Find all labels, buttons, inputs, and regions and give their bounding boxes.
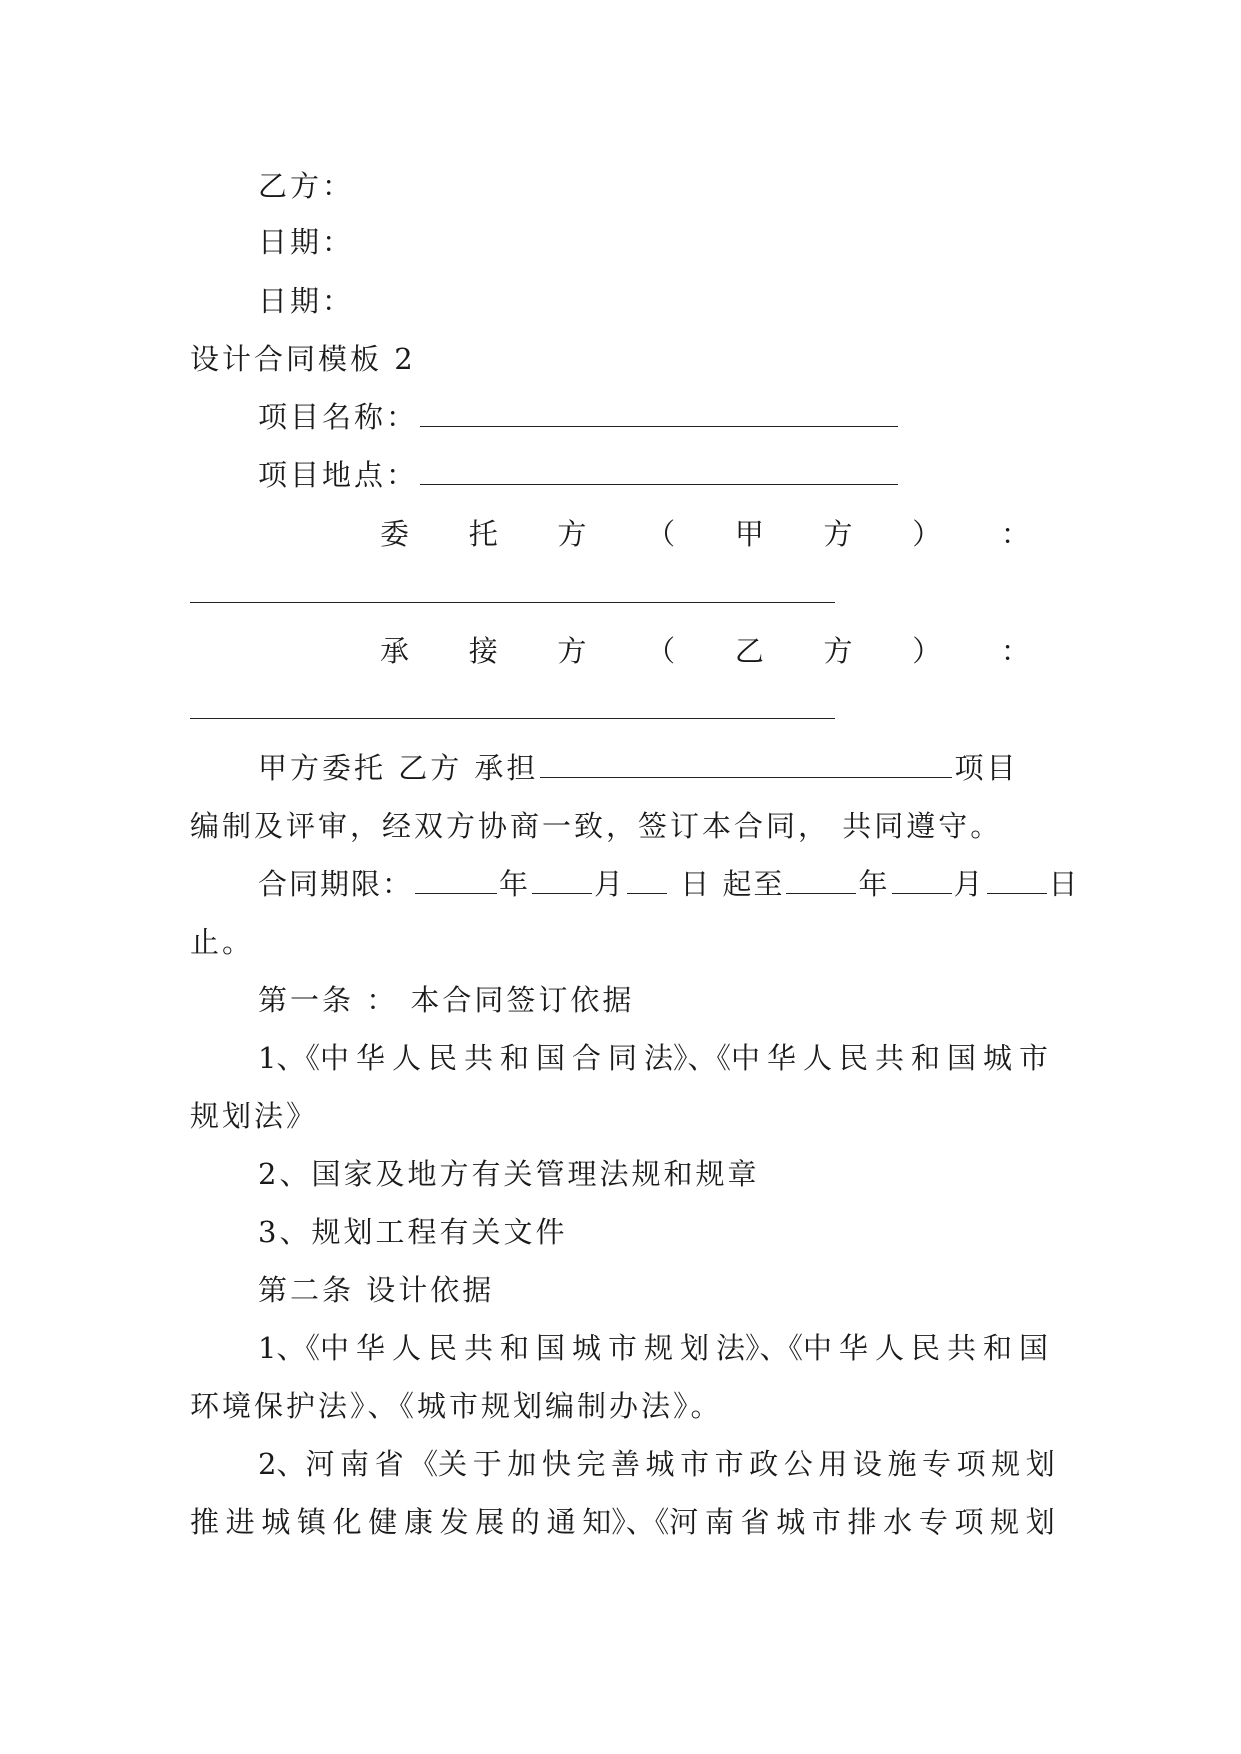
article-2-item-2-cont (190, 1502, 1055, 1542)
char: 共 (874, 1041, 904, 1075)
char: 善 (610, 1447, 640, 1481)
char: 完 (576, 1447, 606, 1481)
month-blank (532, 867, 592, 894)
project-blank (540, 751, 952, 778)
char: 镇 (296, 1505, 326, 1539)
contractor-party-blank (190, 718, 835, 719)
char: 1、《中 (258, 1041, 349, 1075)
project-name-blank (420, 400, 898, 427)
char: 方 (557, 517, 587, 551)
char: 推 (190, 1505, 220, 1539)
char: 方 (823, 517, 853, 551)
char: 华 (838, 1331, 868, 1365)
char: 民 (910, 1331, 940, 1365)
date-label: 日期： (258, 225, 355, 259)
char: 城 (261, 1505, 291, 1539)
char: 规 (990, 1505, 1020, 1539)
char: 南 (704, 1505, 734, 1539)
project-site-row (258, 455, 900, 495)
char: 和 (499, 1331, 529, 1365)
char: 健 (368, 1505, 398, 1539)
char: 合 (571, 1041, 601, 1075)
char: 施 (887, 1447, 917, 1481)
day-blank (987, 867, 1047, 894)
char: 展 (475, 1505, 505, 1539)
char: 和 (499, 1041, 529, 1075)
paragraph-line: 编制及评审，经双方协商一致，签订本合同， 共同遵守。 (190, 809, 1003, 843)
char: 华 (355, 1041, 385, 1075)
day-blank (627, 867, 667, 894)
char: 快 (541, 1447, 571, 1481)
char: 民 (838, 1041, 868, 1075)
article-1-title: 第一条 ： 本合同签订依据 (258, 983, 635, 1017)
article-2-item-2 (190, 1444, 1055, 1484)
text: 年 (499, 867, 531, 901)
date-label: 日期： (258, 284, 355, 318)
char: 委 (380, 517, 410, 551)
project-name-label: 项目名称： (258, 400, 419, 434)
contract-term-row (258, 864, 1080, 904)
char: 1、《中 (258, 1331, 349, 1365)
char: 项 (956, 1447, 986, 1481)
char: 的 (510, 1505, 540, 1539)
char: （ (646, 634, 676, 668)
party-b-label: 乙方： (258, 169, 355, 203)
char: 市 (811, 1505, 841, 1539)
article-1-item-2: 2、国家及地方有关管理法规和规章 (258, 1157, 760, 1191)
year-blank (415, 867, 497, 894)
char: 托 (468, 517, 498, 551)
char: 专 (922, 1447, 952, 1481)
char: ） (912, 517, 942, 551)
char: 共 (463, 1331, 493, 1365)
char: 城 (571, 1331, 601, 1365)
article-2-item-1 (190, 1328, 1055, 1368)
client-party-blank (190, 602, 835, 603)
char: 人 (874, 1331, 904, 1365)
char: 省 (374, 1447, 404, 1481)
article-1-item-1-cont: 规划法》 (190, 1099, 319, 1133)
project-name-row (258, 397, 900, 437)
char: 市 (714, 1447, 744, 1481)
char: 民 (427, 1041, 457, 1075)
char: 同 (607, 1041, 637, 1075)
char: 划 (1025, 1505, 1055, 1539)
month-blank (892, 867, 952, 894)
text: 甲方委托 乙方 承担 (258, 751, 539, 785)
paragraph-line: 止。 (190, 925, 255, 959)
char: 甲 (734, 517, 764, 551)
char: 水 (883, 1505, 913, 1539)
char: 国 (535, 1041, 565, 1075)
project-site-blank (420, 458, 898, 485)
char: 《关 (409, 1447, 468, 1481)
char: 专 (918, 1505, 948, 1539)
char: 人 (802, 1041, 832, 1075)
document-title: 设计合同模板 2 (190, 342, 416, 376)
char: 人 (391, 1041, 421, 1075)
char: 规 (643, 1331, 673, 1365)
contractor-party-label (380, 631, 1030, 671)
char: 市 (607, 1331, 637, 1365)
char: 城 (776, 1505, 806, 1539)
char: 发 (439, 1505, 469, 1539)
char: 民 (427, 1331, 457, 1365)
char: ： (1000, 517, 1030, 551)
char: 2、河 (258, 1447, 335, 1481)
char: 方 (557, 634, 587, 668)
char: 华 (355, 1331, 385, 1365)
char: 国 (1018, 1331, 1048, 1365)
article-1-item-3: 3、规划工程有关文件 (258, 1215, 568, 1249)
project-site-label: 项目地点： (258, 458, 419, 492)
article-2-title: 第二条 设计依据 (258, 1273, 495, 1307)
char: 华 (766, 1041, 796, 1075)
text: 项目 (954, 751, 1019, 785)
text: 日 (1048, 867, 1080, 901)
char: 国 (535, 1331, 565, 1365)
char: 南 (340, 1447, 370, 1481)
char: （ (646, 517, 676, 551)
text: 年 (858, 867, 890, 901)
char: 法》、《中 (643, 1041, 760, 1075)
paragraph-line (258, 748, 1018, 788)
char: 划 (1025, 1447, 1055, 1481)
char: 和 (982, 1331, 1012, 1365)
char: 项 (954, 1505, 984, 1539)
char: 排 (847, 1505, 877, 1539)
char: 公 (783, 1447, 813, 1481)
char: 省 (740, 1505, 770, 1539)
char: 通 (546, 1505, 576, 1539)
char: 进 (225, 1505, 255, 1539)
article-2-item-1-cont: 环境保护法》、《城市规划编制办法》。 (190, 1389, 723, 1423)
char: 方 (823, 634, 853, 668)
char: 划 (679, 1331, 709, 1365)
char: 人 (391, 1331, 421, 1365)
text: 日 起至 (669, 867, 785, 901)
char: 市 (1018, 1041, 1048, 1075)
char: 市 (680, 1447, 710, 1481)
char: 设 (852, 1447, 882, 1481)
text: 月 (953, 867, 985, 901)
text: 月 (594, 867, 626, 901)
term-label: 合同期限： (258, 867, 414, 901)
client-party-label (380, 514, 1030, 554)
char: 知》、《河 (582, 1505, 699, 1539)
char: 化 (332, 1505, 362, 1539)
char: 法》、《中 (715, 1331, 832, 1365)
char: 于 (472, 1447, 502, 1481)
char: 政 (749, 1447, 779, 1481)
char: 国 (946, 1041, 976, 1075)
article-1-item-1 (190, 1038, 1055, 1078)
char: 康 (403, 1505, 433, 1539)
char: 用 (818, 1447, 848, 1481)
char: 接 (468, 634, 498, 668)
char: 共 (463, 1041, 493, 1075)
char: ） (912, 634, 942, 668)
char: 乙 (734, 634, 764, 668)
char: 城 (982, 1041, 1012, 1075)
char: 承 (380, 634, 410, 668)
char: 加 (507, 1447, 537, 1481)
char: 城 (645, 1447, 675, 1481)
year-blank (786, 867, 856, 894)
char: 共 (946, 1331, 976, 1365)
char: 和 (910, 1041, 940, 1075)
char: ： (1000, 634, 1030, 668)
char: 规 (991, 1447, 1021, 1481)
